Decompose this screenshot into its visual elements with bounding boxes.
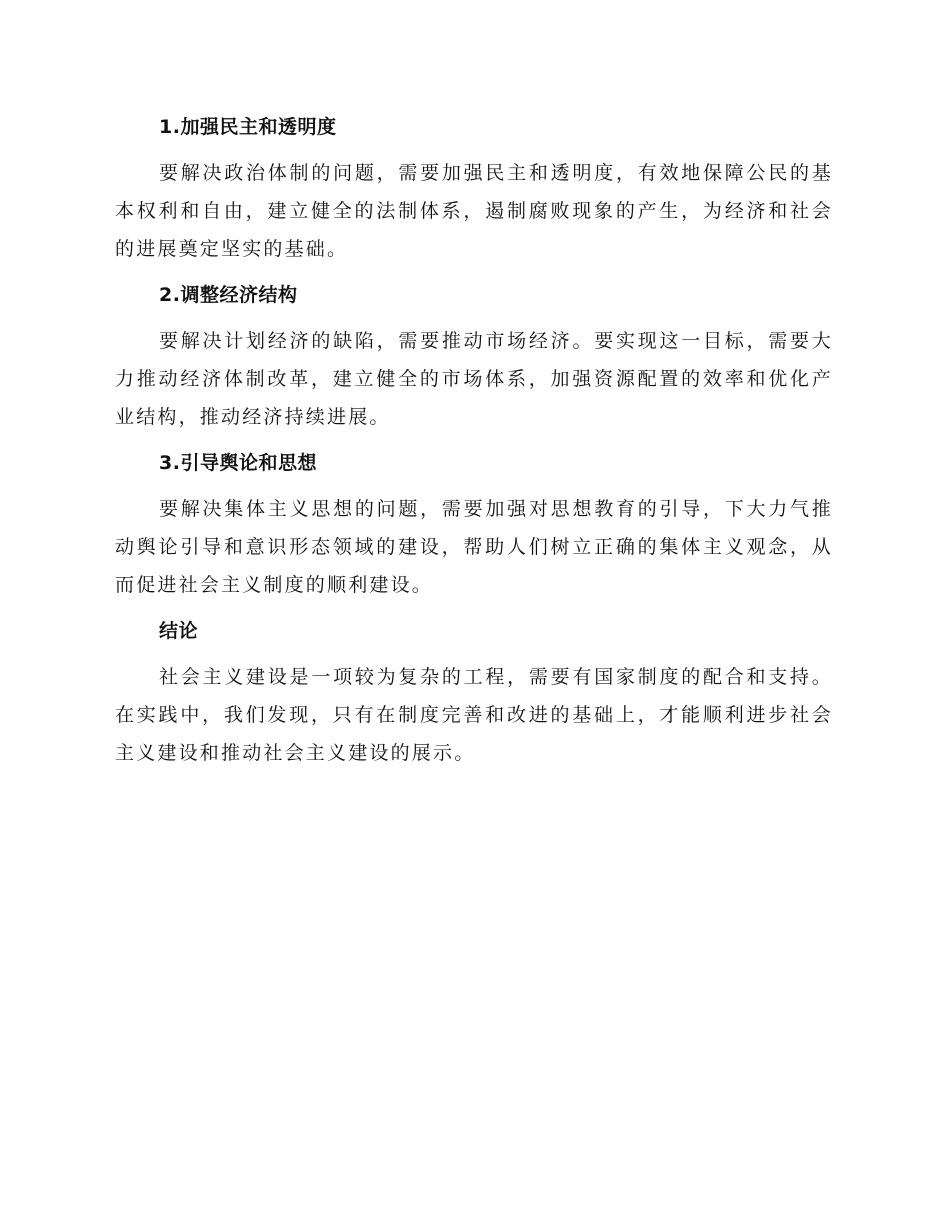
section-heading: 3.引导舆论和思想 — [159, 452, 317, 474]
section-paragraph: 要解决集体主义思想的问题，需要加强对思想教育的引导，下大力气推动舆论引导和意识形态领域的建设，帮助人们树立正确的集体主义观念，从而促进社会主义制度的顺利建设。 — [115, 498, 833, 596]
section-heading: 结论 — [159, 620, 199, 642]
section-heading: 2.调整经济结构 — [159, 284, 298, 306]
section-paragraph: 要解决政治体制的问题，需要加强民主和透明度，有效地保障公民的基本权利和自由，建立健全的法制体系，遏制腐败现象的产生，为经济和社会的进展奠定坚实的基础。 — [115, 162, 833, 260]
document-content — [115, 110, 833, 782]
section-democracy — [115, 110, 833, 268]
section-public-opinion — [115, 446, 833, 604]
section-paragraph: 社会主义建设是一项较为复杂的工程，需要有国家制度的配合和支持。在实践中，我们发现，只有在制度完善和改进的基础上，才能顺利进步社会主义建设和推动社会主义建设的展示。 — [115, 666, 833, 764]
section-conclusion — [115, 614, 833, 772]
section-paragraph: 要解决计划经济的缺陷，需要推动市场经济。要实现这一目标，需要大力推动经济体制改革，建立健全的市场体系，加强资源配置的效率和优化产业结构，推动经济持续进展。 — [115, 330, 833, 428]
section-heading: 1.加强民主和透明度 — [159, 116, 337, 138]
section-economy — [115, 278, 833, 436]
